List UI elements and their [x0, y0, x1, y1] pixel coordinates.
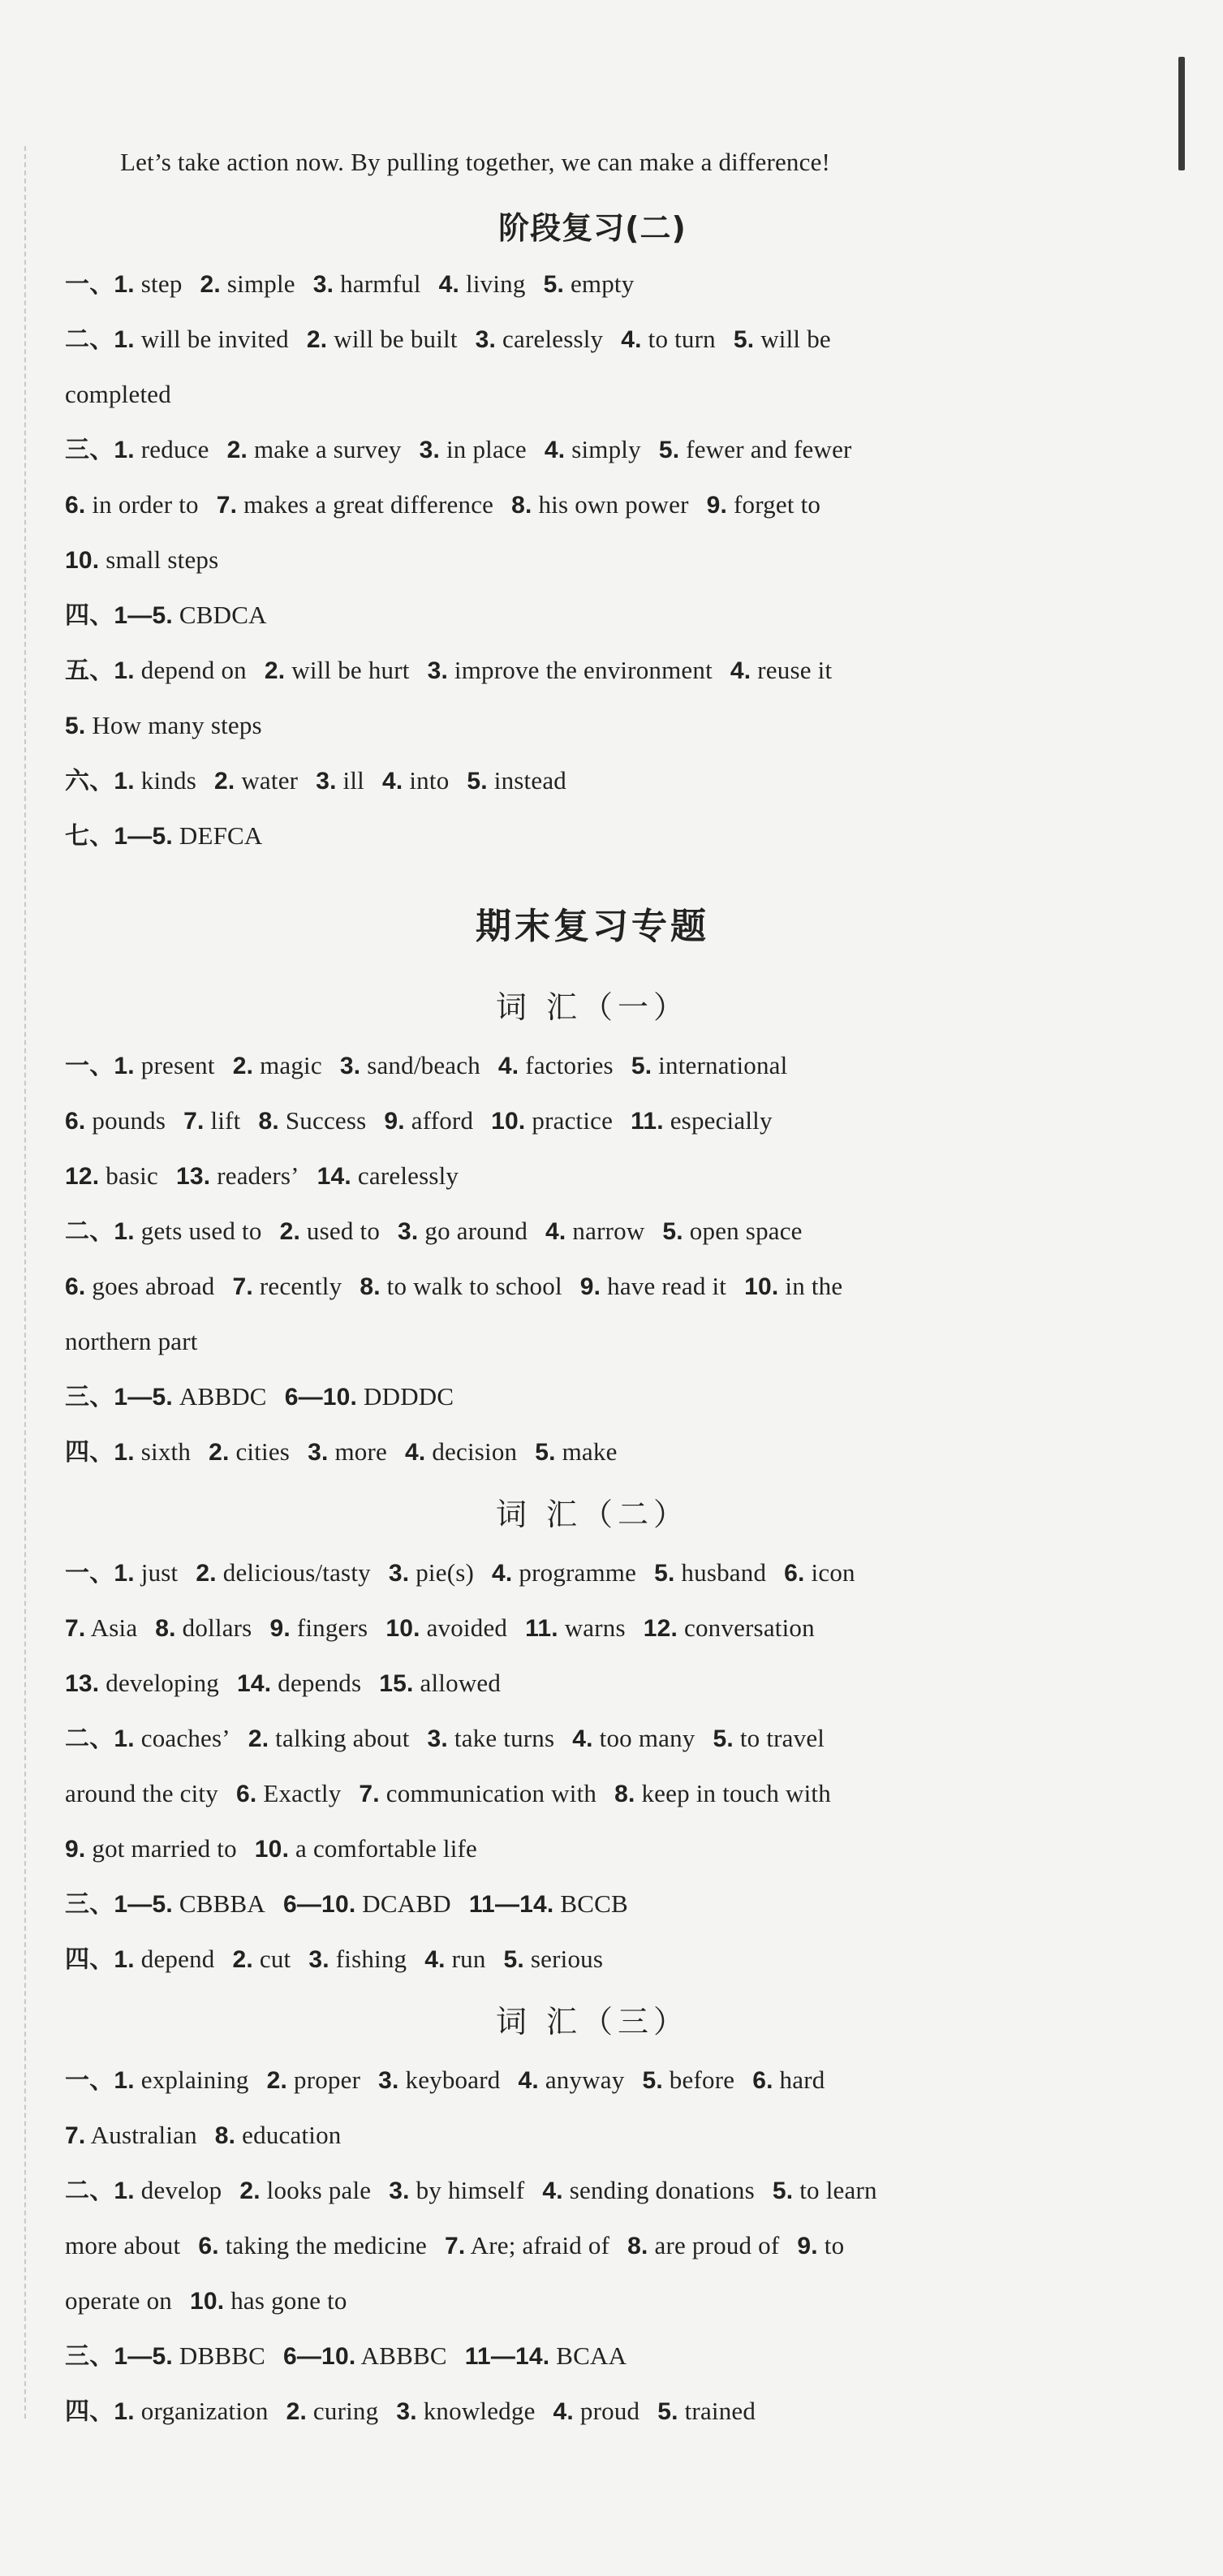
binding-margin-line: [24, 146, 26, 2419]
answer-line: 12. basic 13. readers’ 14. carelessly: [65, 1161, 459, 1190]
answer-line: 一、1. explaining 2. proper 3. keyboard 4. anyway 5. before 6. hard: [65, 2066, 825, 2094]
answer-line: 5. How many steps: [65, 711, 262, 739]
answer-line: 二、1. develop 2. looks pale 3. by himself 4. sending donations 5. to learn: [65, 2176, 877, 2204]
page-edge-mark: [1178, 57, 1185, 170]
answer-line: 二、1. coaches’ 2. talking about 3. take turns 4. too many 5. to travel: [65, 1724, 825, 1752]
answer-line: 6. in order to 7. makes a great difference 8. his own power 9. forget to: [65, 490, 821, 519]
answer-line: 三、1—5. CBBBA 6—10. DCABD 11—14. BCCB: [65, 1889, 628, 1918]
vocab1-title: 词 汇（一）: [495, 989, 690, 1025]
answer-line: around the city 6. Exactly 7. communication with 8. keep in touch with: [65, 1779, 831, 1807]
answer-line: operate on 10. has gone to: [65, 2286, 347, 2315]
answer-line: 四、1. organization 2. curing 3. knowledge 4. proud 5. trained: [65, 2397, 756, 2425]
answer-line: 7. Australian 8. education: [65, 2121, 342, 2149]
answer-line: 三、1—5. DBBBC 6—10. ABBBC 11—14. BCAA: [65, 2341, 627, 2370]
intro-sentence: Let’s take action now. By pulling together, we can make a difference!: [120, 148, 831, 176]
section-title-review2: 阶段复习(二): [498, 210, 687, 246]
answer-line: 三、1—5. ABBDC 6—10. DDDDC: [65, 1382, 454, 1411]
answer-line: 7. Asia 8. dollars 9. fingers 10. avoided 11. warns 12. conversation: [65, 1613, 815, 1642]
answer-line: more about 6. taking the medicine 7. Are; afraid of 8. are proud of 9. to: [65, 2231, 845, 2259]
answer-line: northern part: [65, 1327, 198, 1355]
answer-line: 五、1. depend on 2. will be hurt 3. improve the environment 4. reuse it: [65, 656, 833, 684]
answer-line: 一、1. just 2. delicious/tasty 3. pie(s) 4. programme 5. husband 6. icon: [65, 1558, 855, 1587]
answer-line: 13. developing 14. depends 15. allowed: [65, 1669, 502, 1697]
answer-line: 9. got married to 10. a comfortable life: [65, 1834, 477, 1863]
answer-line: 10. small steps: [65, 545, 219, 574]
answer-line: 四、1—5. CBDCA: [65, 601, 267, 629]
answer-line: 一、1. step 2. simple 3. harmful 4. living 5. empty: [65, 269, 635, 298]
answer-line: 二、1. gets used to 2. used to 3. go around 4. narrow 5. open space: [65, 1217, 803, 1245]
final-review-title: 期末复习专题: [476, 906, 709, 947]
answer-line: 一、1. present 2. magic 3. sand/beach 4. factories 5. international: [65, 1051, 788, 1079]
answer-line: completed: [65, 380, 171, 408]
answer-line: 六、1. kinds 2. water 3. ill 4. into 5. instead: [65, 766, 566, 795]
answer-line: 6. goes abroad 7. recently 8. to walk to school 9. have read it 10. in the: [65, 1272, 843, 1300]
vocab2-title: 词 汇（二）: [495, 1497, 690, 1532]
vocab3-title: 词 汇（三）: [495, 2004, 690, 2040]
answer-line: 四、1. sixth 2. cities 3. more 4. decision 5. make: [65, 1437, 618, 1466]
answer-line: 七、1—5. DEFCA: [65, 821, 263, 850]
answer-line: 6. pounds 7. lift 8. Success 9. afford 10. practice 11. especially: [65, 1106, 773, 1135]
answer-line: 四、1. depend 2. cut 3. fishing 4. run 5. serious: [65, 1945, 604, 1973]
answer-line: 二、1. will be invited 2. will be built 3. carelessly 4. to turn 5. will be: [65, 325, 831, 353]
answer-line: 三、1. reduce 2. make a survey 3. in place 4. simply 5. fewer and fewer: [65, 435, 852, 463]
